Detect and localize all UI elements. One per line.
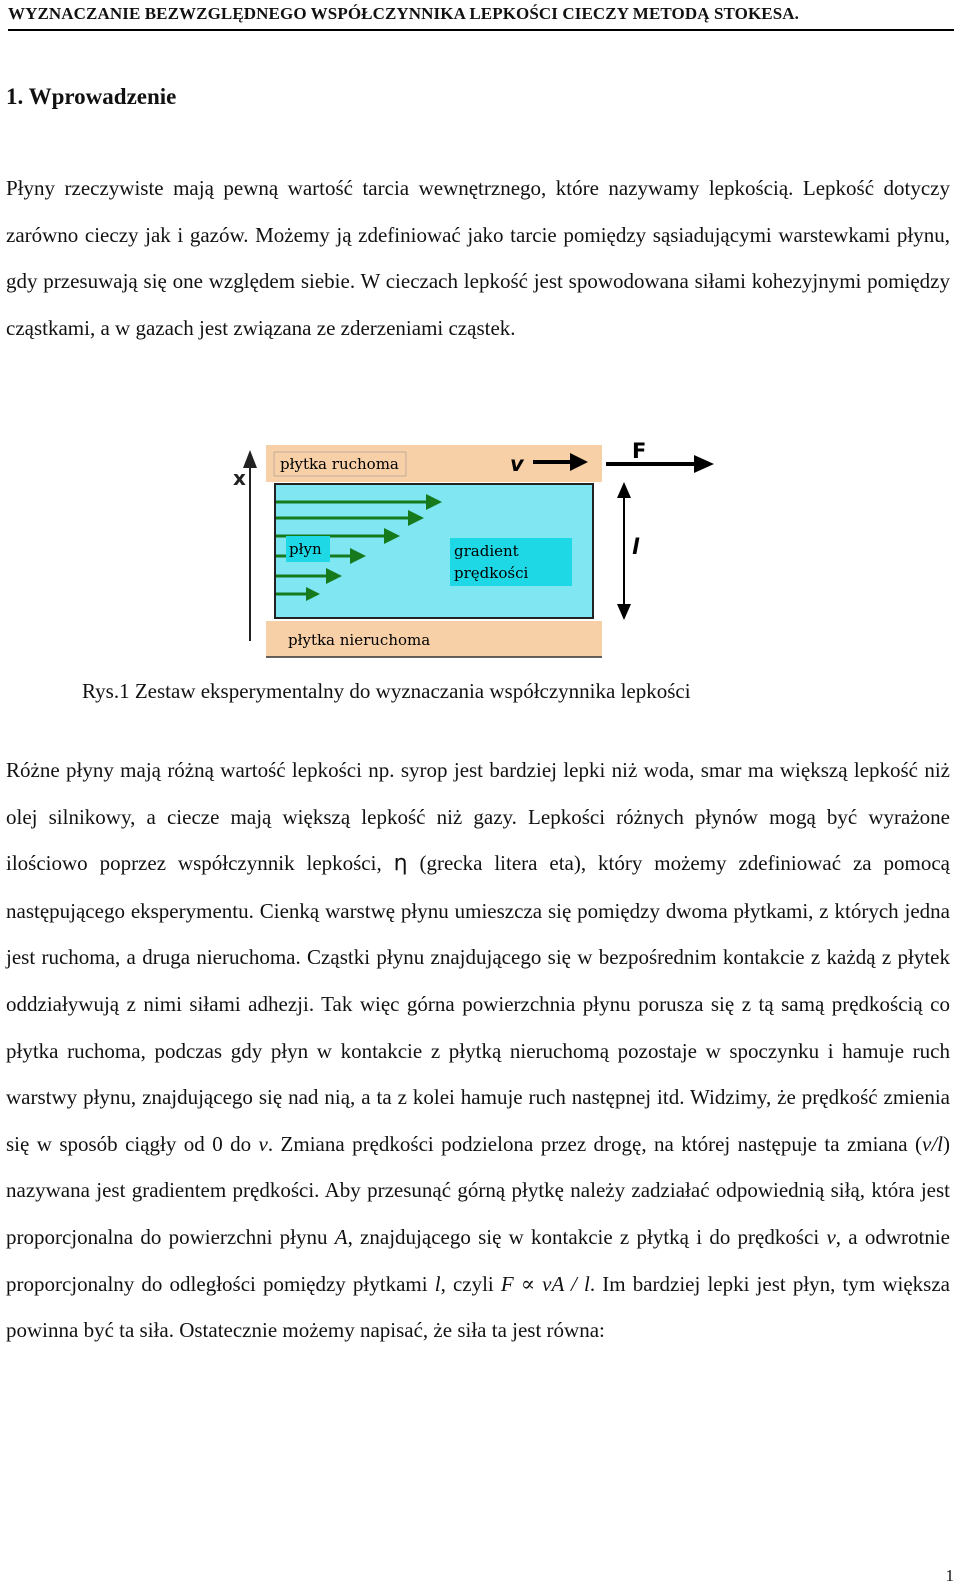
force-label: F — [632, 439, 647, 463]
proportionality-formula: F ∝ vA / l — [500, 1271, 590, 1296]
var-v: v — [826, 1224, 836, 1249]
x-axis-label: x — [233, 466, 246, 490]
moving-plate-label: płytka ruchoma — [280, 455, 399, 473]
var-v: v — [258, 1131, 268, 1156]
main-text-7: , czyli — [440, 1271, 501, 1296]
var-v-over-l: v/l — [922, 1131, 943, 1156]
main-text-1: Różne płyny mają różną wartość lepkości np. syrop jest bardziej lepki niż woda, smar ma większą lepkość niż olej silnikowy, a ciecze mają większą lepkość niż gazy. Lepkości różnych płynów mogą być wyrażone ilościowo poprzez współczynnik lepkości, — [6, 758, 950, 876]
velocity-label: v — [510, 452, 524, 476]
fluid-label: płyn — [289, 540, 322, 558]
main-text-5: , znajdującego się w kontakcie z płytką i do prędkości — [347, 1224, 827, 1249]
main-text-6: , a odwrotnie proporcjonalny do odległości pomiędzy płytkami — [6, 1224, 950, 1296]
gradient-label-line2: prędkości — [454, 564, 529, 582]
intro-paragraph: Płyny rzeczywiste mają pewną wartość tarcia wewnętrznego, które nazywamy lepkością. Lepkość dotyczy zarówno cieczy jak i gazów. Możemy ją zdefiniować jako tarcie pomiędzy sąsiadującymi warstewkami płynu, gdy przesuwają się one względem siebie. W cieczach lepkość jest spowodowana siłami kohezyjnymi pomiędzy cząstkami, a w gazach jest związana ze zderzeniami cząstek. — [6, 176, 950, 340]
main-text-4: ) nazywana jest gradientem prędkości. Aby przesunąć górną płytkę należy zadziałać odpowiednią siłą, która jest proporcjonalna do powierzchni płynu — [6, 1131, 950, 1249]
fixed-plate-label: płytka nieruchoma — [288, 631, 431, 649]
document-header: WYZNACZANIE BEZWZGLĘDNEGO WSPÓŁCZYNNIKA LEPKOŚCI CIECZY METODĄ STOKESA. — [8, 4, 954, 31]
force-arrowhead — [694, 455, 714, 473]
main-paragraph — [6, 747, 950, 1354]
main-text-2: (grecka litera eta), który możemy zdefiniować za pomocą następującego eksperymentu. Cienką warstwę płynu umieszcza się pomiędzy dwoma płytkami, z których jedna jest ruchoma, a druga nieruchoma. Cząstki płynu znajdującego się w bezpośrednim kontakcie z każdą z płytek oddziaływują z nimi siłami adhezji. Tak więc górna powierzchnia płynu porusza się z tą samą prędkością co płytka ruchoma, podczas gdy płyn w kontakcie z płytką nieruchomą pozostaje w spoczynku i hamuje ruch warstwy płynu, znajdującego się nad nią, a ta z kolei hamuje ruch następnej itd. Widzimy, że prędkość zmienia się w sposób ciągły od 0 do — [6, 851, 950, 1156]
distance-arrow-top — [617, 482, 631, 498]
main-text-8: . Im bardziej lepki jest płyn, tym większa powinna być ta siła. Ostatecznie możemy napisać, że siła ta jest równa: — [6, 1271, 950, 1343]
page-number: 1 — [945, 1566, 954, 1585]
distance-label: l — [632, 535, 640, 559]
var-l: l — [434, 1271, 441, 1296]
main-text-3: . Zmiana prędkości podzielona przez drogę, na której następuje ta zmiana ( — [267, 1131, 922, 1156]
viscosity-diagram — [228, 436, 728, 666]
eta-symbol: η — [393, 851, 408, 877]
gradient-label-line1: gradient — [454, 542, 519, 560]
var-A: A — [334, 1224, 348, 1249]
distance-arrow-bottom — [617, 604, 631, 620]
section-title: 1. Wprowadzenie — [6, 84, 177, 109]
figure-caption: Rys.1 Zestaw eksperymentalny do wyznaczania współczynnika lepkości — [82, 679, 691, 703]
